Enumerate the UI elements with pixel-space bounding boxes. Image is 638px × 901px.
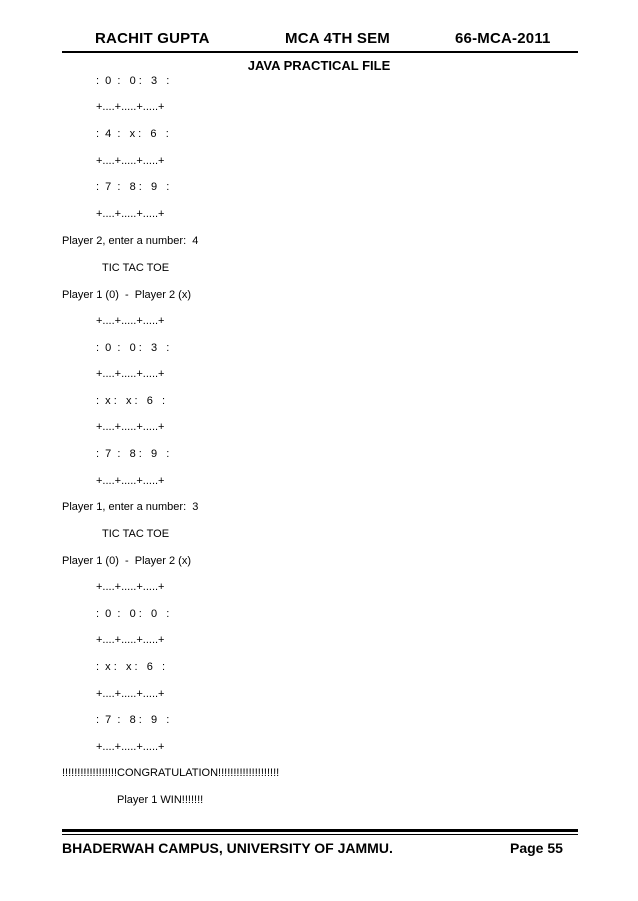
text-line: +....+.....+.....+ [96, 741, 165, 753]
text-line: +....+.....+.....+ [96, 688, 165, 700]
header-course: MCA 4TH SEM [285, 30, 390, 47]
header-roll: 66-MCA-2011 [455, 30, 551, 47]
text-line: : x : x : 6 : [96, 395, 166, 407]
text-line: : 7 : 8 : 9 : [96, 448, 170, 460]
text-line: TIC TAC TOE [102, 262, 170, 274]
text-line: +....+.....+.....+ [96, 581, 165, 593]
footer-divider-thick [62, 829, 578, 832]
text-line: : 0 : 0 : 0 : [96, 608, 170, 620]
footer-campus: BHADERWAH CAMPUS, UNIVERSITY OF JAMMU. [62, 840, 393, 856]
text-line: : 0 : 0 : 3 : [96, 342, 170, 354]
text-line: Player 1 WIN!!!!!!! [117, 794, 204, 806]
footer-page-number: Page 55 [510, 840, 563, 856]
text-line: Player 2, enter a number: 4 [62, 235, 199, 247]
text-line: TIC TAC TOE [102, 528, 170, 540]
text-line: +....+.....+.....+ [96, 101, 165, 113]
text-line: +....+.....+.....+ [96, 634, 165, 646]
text-line: +....+.....+.....+ [96, 155, 165, 167]
text-line: +....+.....+.....+ [96, 208, 165, 220]
text-line: Player 1 (0) - Player 2 (x) [62, 289, 191, 301]
text-line: : 7 : 8 : 9 : [96, 181, 170, 193]
text-line: !!!!!!!!!!!!!!!!!!CONGRATULATION!!!!!!!!!!!!!!!!!!!! [62, 767, 280, 779]
header-divider [62, 51, 578, 53]
text-line: : 0 : 0 : 3 : [96, 75, 170, 87]
text-line: +....+.....+.....+ [96, 315, 165, 327]
footer-divider-thin [62, 834, 578, 835]
text-line: Player 1 (0) - Player 2 (x) [62, 555, 191, 567]
text-line: : 7 : 8 : 9 : [96, 714, 170, 726]
page-subtitle: JAVA PRACTICAL FILE [247, 58, 391, 73]
text-line: +....+.....+.....+ [96, 421, 165, 433]
text-line: +....+.....+.....+ [96, 475, 165, 487]
header-author: RACHIT GUPTA [95, 30, 210, 47]
text-line: : x : x : 6 : [96, 661, 166, 673]
text-line: : 4 : x : 6 : [96, 128, 169, 140]
text-line: +....+.....+.....+ [96, 368, 165, 380]
text-line: Player 1, enter a number: 3 [62, 501, 199, 513]
